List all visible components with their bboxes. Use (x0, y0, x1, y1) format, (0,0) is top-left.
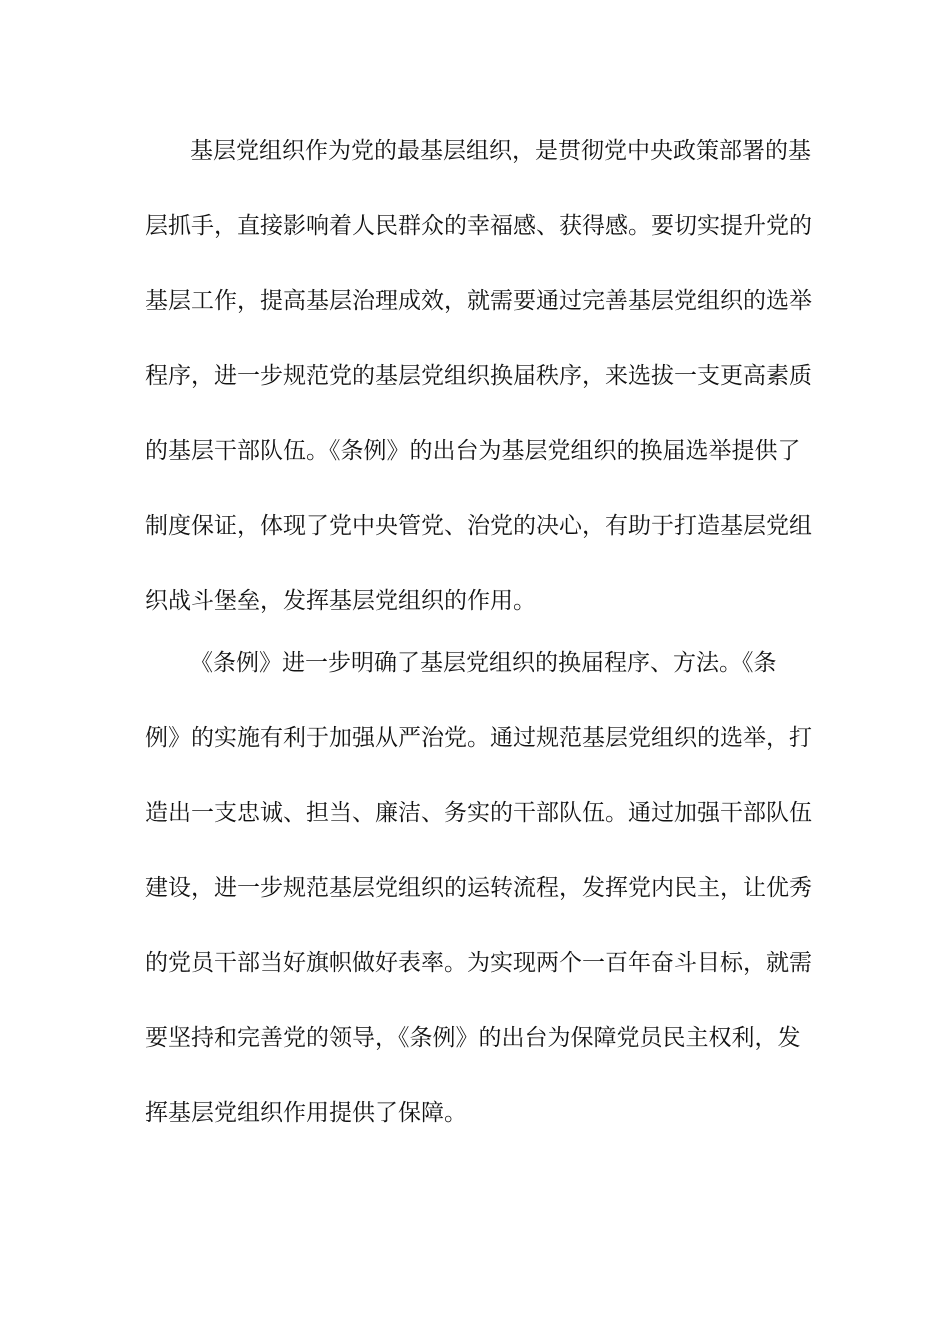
paragraph-1-line-5: 的基层干部队伍。《条例》的出台为基层党组织的换届选举提供了 (145, 438, 801, 464)
paragraph-2-line-2: 例》的实施有利于加强从严治党。通过规范基层党组织的选举，打 (145, 725, 812, 751)
paragraph-1-line-6: 制度保证，体现了党中央管党、治党的决心，有助于打造基层党组 (145, 513, 812, 539)
paragraph-1-line-4: 程序，进一步规范党的基层党组织换届秩序，来选拔一支更高素质 (145, 363, 812, 389)
paragraph-1-line-2: 层抓手，直接影响着人民群众的幸福感、获得感。要切实提升党的 (145, 213, 812, 239)
paragraph-2-line-7: 挥基层党组织作用提供了保障。 (145, 1100, 467, 1126)
paragraph-2-line-3: 造出一支忠诚、担当、廉洁、务实的干部队伍。通过加强干部队伍 (145, 800, 812, 826)
paragraph-1-line-7: 织战斗堡垒，发挥基层党组织的作用。 (145, 588, 536, 614)
paragraph-2-line-1: 《条例》进一步明确了基层党组织的换届程序、方法。《条 (190, 650, 777, 676)
paragraph-2-line-6: 要坚持和完善党的领导，《条例》的出台为保障党员民主权利，发 (145, 1025, 801, 1051)
paragraph-2-line-4: 建设，进一步规范基层党组织的运转流程，发挥党内民主，让优秀 (145, 875, 812, 901)
paragraph-2-line-5: 的党员干部当好旗帜做好表率。为实现两个一百年奋斗目标，就需 (145, 950, 812, 976)
paragraph-1-line-1: 基层党组织作为党的最基层组织，是贯彻党中央政策部署的基 (190, 138, 811, 164)
paragraph-1-line-3: 基层工作，提高基层治理成效，就需要通过完善基层党组织的选举 (145, 288, 812, 314)
